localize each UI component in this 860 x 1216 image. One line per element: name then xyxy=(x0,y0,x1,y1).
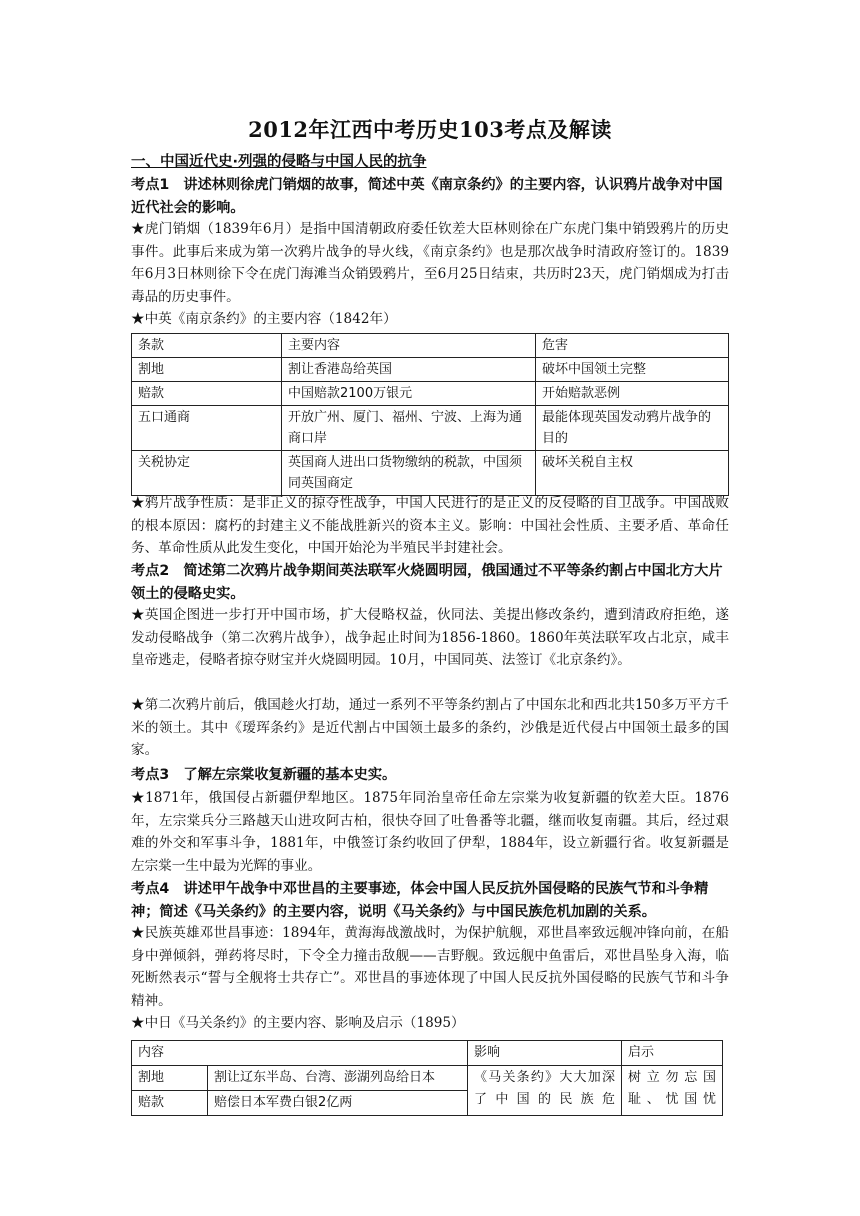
table1-caption: ★中英《南京条约》的主要内容（1842年） xyxy=(131,311,397,327)
section-heading: 一、中国近代史·列强的侵略与中国人民的抗争 xyxy=(131,154,427,170)
key-point-4: 考点4 讲述甲午战争中邓世昌的主要事迹，体会中国人民反抗外国侵略的民族气节和斗争精神；简述《马关条约》的主要内容，说明《马关条约》与中国民族危机加剧的关系。 xyxy=(131,881,709,920)
table-header-row xyxy=(132,334,729,358)
table-cell: 破坏关税自主权 xyxy=(536,451,729,496)
table-cell: 赔款 xyxy=(132,1091,208,1116)
paragraph-humen: ★虎门销烟（1839年6月）是指中国清朝政府委任钦差大臣林则徐在广东虎门集中销毁鸦片的历史事件。此事后来成为第一次鸦片战争的导火线，《南京条约》也是那次战争时清政府签订的。1839年6月3日林则徐下令在虎门海滩当众销毁鸦片，至6月25日结束，共历时23天，虎门销烟成为打击毒品的历史事件。 xyxy=(131,221,729,305)
table-row xyxy=(132,1066,723,1091)
table-header-cell: 内容 xyxy=(132,1041,468,1066)
table-cell: 割让香港岛给英国 xyxy=(282,358,536,382)
table-header-cell: 启示 xyxy=(622,1041,723,1066)
table-row xyxy=(132,382,729,406)
table2-caption: ★中日《马关条约》的主要内容、影响及启示（1895） xyxy=(131,1015,465,1031)
table-cell: 割让辽东半岛、台湾、澎湖列岛给日本 xyxy=(208,1066,468,1091)
table-row xyxy=(132,451,729,496)
table-cell: 中国赔款2100万银元 xyxy=(282,382,536,406)
document-title: 2012年江西中考历史103考点及解读 xyxy=(248,117,612,142)
shimonoseki-treaty-table xyxy=(131,1040,723,1116)
table-cell: 开始赔款恶例 xyxy=(536,382,729,406)
table-header-cell: 影响 xyxy=(468,1041,622,1066)
table-cell: 《马关条约》大大加深了中国的民族危 xyxy=(468,1066,622,1116)
paragraph-russia: ★第二次鸦片前后，俄国趁火打劫，通过一系列不平等条约割占了中国东北和西北共150多万平方千米的领土。其中《瑷珲条约》是近代割占中国领土最多的条约，沙俄是近代侵占中国领土最多的国家。 xyxy=(131,697,729,758)
table-cell: 割地 xyxy=(132,1066,208,1091)
nanjing-treaty-table xyxy=(131,333,729,496)
table-cell: 赔偿日本军费白银2亿两 xyxy=(208,1091,468,1116)
table-cell: 割地 xyxy=(132,358,282,382)
paragraph-deng-shichang: ★民族英雄邓世昌事迹：1894年，黄海海战激战时，为保护航舰，邓世昌率致远舰冲锋向前，在船身中弹倾斜，弹药将尽时，下令全力撞击敌舰——吉野舰。致远舰中鱼雷后，邓世昌坠身入海，临死断然表示“誓与全舰将士共存亡”。邓世昌的事迹体现了中国人民反抗外国侵略的民族气节和斗争精神。 xyxy=(131,925,729,1009)
table-cell: 英国商人进出口货物缴纳的税款，中国须同英国商定 xyxy=(282,451,536,496)
key-point-3: 考点3 了解左宗棠收复新疆的基本史实。 xyxy=(131,767,397,783)
table-cell: 关税协定 xyxy=(132,451,282,496)
paragraph-xinjiang: ★1871年，俄国侵占新疆伊犁地区。1875年同治皇帝任命左宗棠为收复新疆的钦差大臣。1876年，左宗棠兵分三路越天山进攻阿古柏，很快夺回了吐鲁番等北疆，继而收复南疆。其后，经过艰难的外交和军事斗争，1881年，中俄签订条约收回了伊犁，1884年，设立新疆行省。收复新疆是左宗棠一生中最为光辉的事业。 xyxy=(131,790,729,874)
paragraph-second-war: ★英国企图进一步打开中国市场，扩大侵略权益，伙同法、美提出修改条约，遭到清政府拒绝，遂发动侵略战争（第二次鸦片战争），战争起止时间为1856-1860。1860年英法联军攻占北京，咸丰皇帝逃走，侵略者掠夺财宝并火烧圆明园。10月，中国同英、法签订《北京条约》。 xyxy=(131,607,729,668)
table-cell: 开放广州、厦门、福州、宁波、上海为通商口岸 xyxy=(282,406,536,451)
key-point-2: 考点2 简述第二次鸦片战争期间英法联军火烧圆明园，俄国通过不平等条约割占中国北方大片领土的侵略史实。 xyxy=(131,563,723,602)
table-row xyxy=(132,406,729,451)
table-cell: 五口通商 xyxy=(132,406,282,451)
table-cell: 树立勿忘国耻、忧国忧 xyxy=(622,1066,723,1116)
table-header-cell: 条款 xyxy=(132,334,282,358)
table-cell: 赔款 xyxy=(132,382,282,406)
table-cell: 最能体现英国发动鸦片战争的目的 xyxy=(536,406,729,451)
table-header-cell: 主要内容 xyxy=(282,334,536,358)
table-cell: 破坏中国领土完整 xyxy=(536,358,729,382)
table-header-cell: 危害 xyxy=(536,334,729,358)
paragraph-war-nature: ★鸦片战争性质：是非正义的掠夺性战争，中国人民进行的是正义的反侵略的自卫战争。中国战败的根本原因：腐朽的封建主义不能战胜新兴的资本主义。影响：中国社会性质、主要矛盾、革命任务、革命性质从此发生变化，中国开始沦为半殖民半封建社会。 xyxy=(131,495,729,556)
key-point-1: 考点1 讲述林则徐虎门销烟的故事，简述中英《南京条约》的主要内容，认识鸦片战争对中国近代社会的影响。 xyxy=(131,177,723,216)
table-row xyxy=(132,358,729,382)
table-header-row xyxy=(132,1041,723,1066)
